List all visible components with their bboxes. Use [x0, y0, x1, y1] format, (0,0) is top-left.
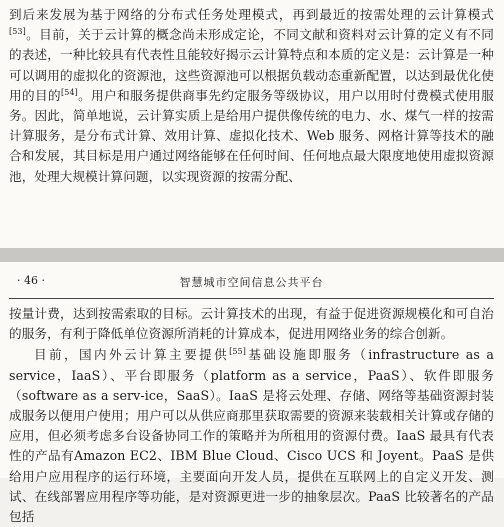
text-line: 计算是一种可以调用的虚拟化的资源池，这些资源池可以根据负载动态重新配置， [9, 47, 495, 83]
text-line: 自治的服务，有利于降低单位资源所消耗的计算成本，促进用网络业务的综合创新。 [9, 306, 494, 342]
text-line: 务、网格计算等技术的融合和发展，其目标是用户通过网络能够在任何时间、任何 [9, 128, 494, 164]
citation-ref: [54] [61, 87, 78, 97]
page-divider [0, 248, 504, 262]
text-line: 有不同的表述，一种比较具有代表性且能较好揭示云计算特点和本质的定义是：云 [9, 27, 494, 63]
upper-paragraph [9, 0, 494, 187]
text-line: IaaS）、平台即服务（platform as a service，PaaS）、软件即服务（software as a serv- [9, 367, 494, 403]
text-line: 式 [481, 7, 494, 22]
text-line: 。用户和服务提供商事先约定服务等级协议，用户以 [77, 87, 378, 103]
text-line: 目前，国内外云计算主要提供 [34, 347, 230, 363]
upper-page-fragment [0, 0, 504, 248]
lower-page [0, 262, 504, 525]
text-line: Amazon EC2、IBM Blue Cloud、Cisco UCS 和 Joyent。PaaS 是供给用户应用程序 [9, 448, 495, 484]
text-line: 多台设备协同工作的策略并为所租用的资源付费。IaaS 最具有代表性的产品有 [9, 428, 494, 464]
text-line: 按量计费，达到按需索取的目标。云计算技术的出现，有益于促进资源规模化和可 [9, 306, 469, 321]
text-line: 地点最大限度地使用虚拟资源池，处理大规模计算问题，以实现资源的按需分配、 [9, 148, 494, 184]
running-header [9, 262, 494, 299]
text-line: ice，SaaS）。IaaS 是将云处理、存储、网络等基础资源封装成服务以便用户使用；用 [9, 387, 494, 424]
citation-ref: [55] [229, 347, 246, 357]
citation-ref: [53] [9, 27, 26, 37]
text-line: 的运行环境，主要面向开发人员，提供在互联网上的自定义开发、测试、在线部署应 [9, 468, 495, 504]
page-number: · 46 · [17, 274, 45, 287]
text-line: 以达到最优化使用的目的 [9, 67, 495, 103]
text-line: 用程序等功能，是对资源更进一步的抽象层次。PaaS 比较著名的产品包括 [9, 488, 495, 525]
book-title: 智慧城市空间信息公共平台 [179, 276, 324, 289]
text-line: 基础设施即服务（infrastructure as a service， [9, 347, 494, 383]
text-line: 。目前，关于云计算的概念尚未形成定论，不同文献和资料对云计算的定义 [25, 27, 456, 43]
text-line: 到后来发展为基于网络的分布式任务处理模式，再到最近的按需处理的云计算模 [9, 7, 482, 22]
text-line: 户可以从供应商那里获取需要的资源来装载相关计算或存储的应用，但必须考虑 [9, 408, 494, 444]
paragraph-2 [9, 344, 494, 527]
text-line: 力、水、煤气一样的按需计算服务，是分布式计算、效用计算、虚拟化技术、Web 服 [9, 108, 494, 144]
text-line: 用时付费模式使用服务。因此，简单地说，云计算实质上是给用户提供像传统的电 [9, 87, 494, 124]
paragraph-1 [9, 303, 494, 344]
